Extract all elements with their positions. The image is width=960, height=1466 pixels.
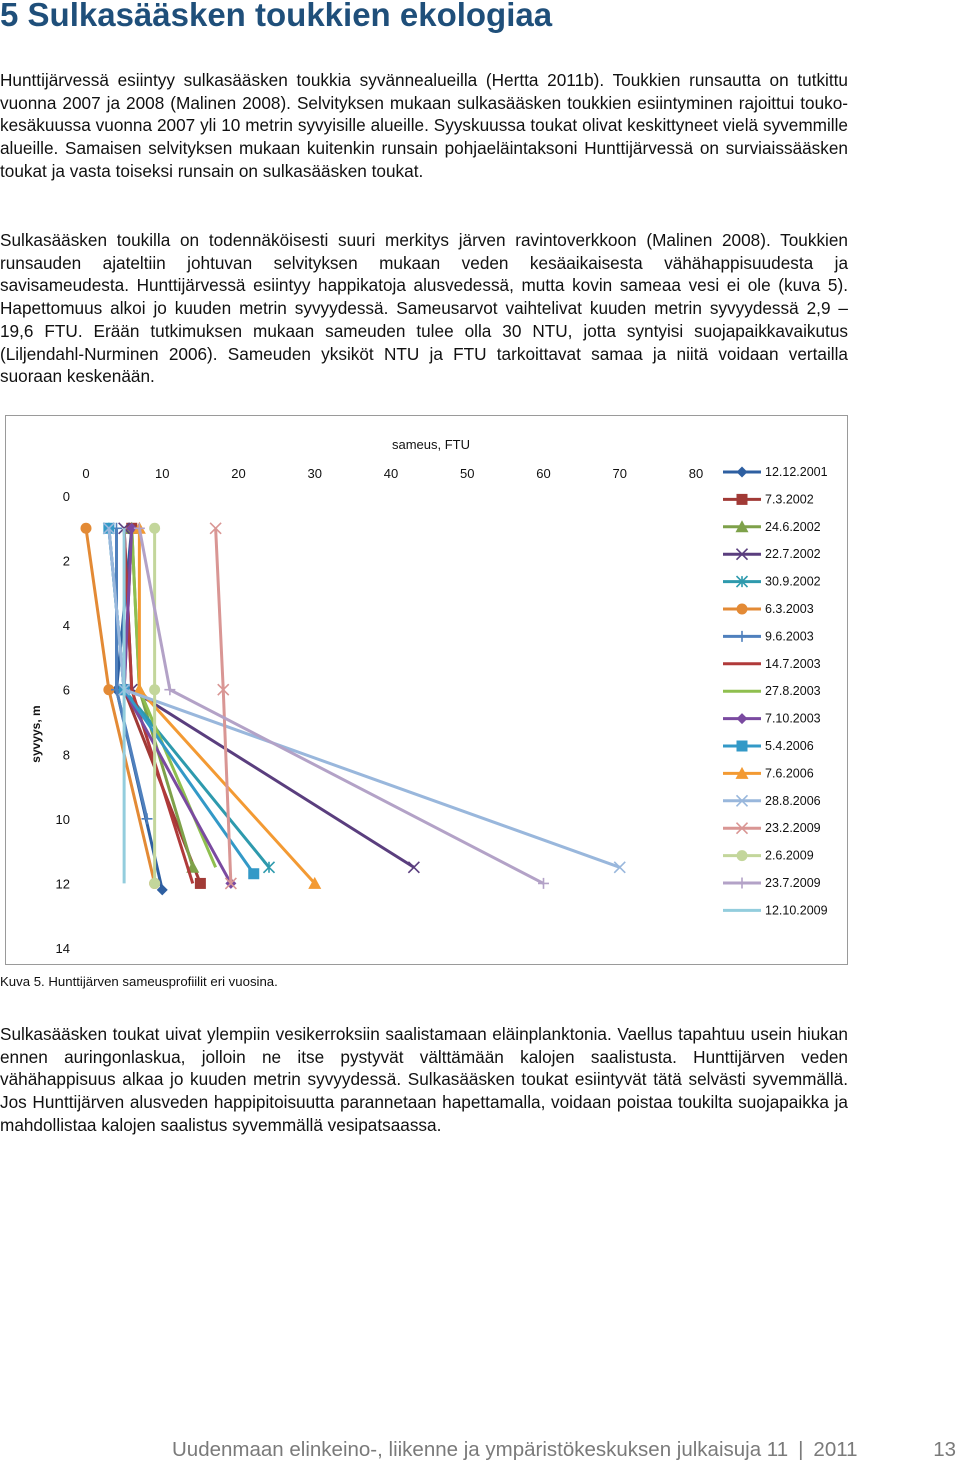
x-tick-label: 40 xyxy=(383,466,399,481)
section-heading: 5 Sulkasääsken toukkien ekologiaa xyxy=(0,0,553,33)
y-tick-label: 14 xyxy=(55,941,70,956)
x-tick-label: 60 xyxy=(536,466,551,481)
page-number: 13 xyxy=(933,1438,956,1461)
data-point xyxy=(149,523,160,534)
legend-marker xyxy=(737,850,748,861)
legend-marker xyxy=(737,494,748,505)
legend-marker xyxy=(737,467,748,478)
data-point xyxy=(142,813,153,824)
legend-label: 23.2.2009 xyxy=(765,821,821,836)
y-tick-label: 8 xyxy=(62,747,70,763)
chart-canvas xyxy=(6,416,847,964)
data-point xyxy=(408,862,419,873)
data-point xyxy=(164,684,175,695)
y-tick-label: 4 xyxy=(62,618,70,634)
data-point xyxy=(264,862,275,873)
legend-label: 7.3.2002 xyxy=(765,492,814,507)
chart-title: sameus, FTU xyxy=(391,437,471,452)
x-tick-label: 0 xyxy=(82,466,90,481)
footer xyxy=(172,1438,858,1462)
y-tick-label: 6 xyxy=(62,682,70,698)
figure-caption: Kuva 5. Hunttijärven sameusprofiilit eri vuosina. xyxy=(0,974,278,989)
legend-marker xyxy=(737,878,748,889)
legend-label: 22.7.2002 xyxy=(765,547,821,562)
data-point xyxy=(81,523,92,534)
legend-label: 7.10.2003 xyxy=(765,711,821,726)
y-tick-label: 2 xyxy=(62,553,70,569)
legend-label: 9.6.2003 xyxy=(765,629,814,644)
x-tick-label: 30 xyxy=(307,466,322,481)
y-tick-label: 12 xyxy=(55,876,70,892)
turbidity-chart xyxy=(5,415,848,965)
legend-label: 28.8.2006 xyxy=(765,793,821,808)
x-tick-label: 50 xyxy=(460,466,475,481)
data-point xyxy=(195,878,206,889)
legend-label: 6.3.2003 xyxy=(765,602,814,616)
legend-label: 24.6.2002 xyxy=(765,519,821,534)
paragraph-food-web: Sulkasääsken toukilla on todennäköisesti suuri merkitys järven ravintoverkkoon (Malinen 2008). Toukkien runsauden ajateltiin johtuvan selvityksen mukaan veden kesäaikaisesta vähähappisuudesta ja savisameudesta. Hunttijärvessä esiintyy happikatoja alusvedessä, mutta kovin sameaa vesi ei ole (kuva 5). Hapettomuus alkoi jo kuuden metrin syvyydessä. Sameusarvot vaihtelivat kuuden metrin syvyydessä 2,9 – 19,6 FTU. Erään tutkimuksen mukaan sameuden tulee olla 30 NTU, jotta syntyisi suojapaikkavaikutus (Liljendahl-Nurminen 2006). Sameuden yksiköt NTU ja FTU tarkoittavat samaa ja niitä voidaan vertailla suoraan keskenään. xyxy=(0,230,848,387)
legend-marker xyxy=(737,741,748,752)
paragraph-intro: Hunttijärvessä esiintyy sulkasääsken toukkia syvännealueilla (Hertta 2011b). Toukkien runsautta on tutkittu vuonna 2007 ja 2008 (Malinen 2008). Selvityksen mukaan sulkasääsken toukkien esiintyminen rajoittui touko-kesäkuussa vuonna 2007 yli 10 metrin syvyisille alueille. Syyskuussa toukat olivat keskittyneet vielä syvemmille alueille. Samaisen selvityksen mukaan kuitenkin runsain pohjaeläintaksoni Hunttijärvessä on surviaissääsken toukat ja vasta toiseksi runsain on sulkasääsken toukat. xyxy=(0,70,848,181)
legend-label: 27.8.2003 xyxy=(765,684,821,699)
legend-label: 7.6.2006 xyxy=(765,766,814,781)
footer-year: 2011 xyxy=(813,1438,858,1461)
data-point xyxy=(248,868,259,879)
legend-label: 2.6.2009 xyxy=(765,848,814,863)
y-tick-label: 0 xyxy=(62,489,70,504)
paragraph-migration: Sulkasääsken toukat uivat ylempiin vesikerroksiin saalistamaan eläinplanktonia. Vaellus tapahtuu usein hiukan ennen auringonlaskua, jolloin ne itse pystyvät välttämään kalojen saalistusta. Hunttijärven veden vähähappisuus alkaa jo kuuden metrin syvyydessä. Sulkasääsken toukat esiintyvät tätä selvästi syvemmällä. Jos Hunttijärven alusveden happipitoisuutta parannetaan hapettamalla, voidaan poistaa toukilta suojapaikka ja mahdollistaa kalojen saalistus syvemmällä vesipatsaassa. xyxy=(0,1024,848,1135)
x-tick-label: 20 xyxy=(231,466,246,481)
series-line xyxy=(124,528,414,867)
y-axis-label: syvyys, m xyxy=(29,705,43,763)
y-tick-label: 10 xyxy=(55,811,70,827)
footer-separator: | xyxy=(798,1438,804,1461)
x-tick-label: 80 xyxy=(688,466,704,481)
footer-publication: Uudenmaan elinkeino-, liikenne ja ympäristökeskuksen julkaisuja 11 xyxy=(172,1438,789,1461)
legend-label: 30.9.2002 xyxy=(765,574,821,589)
legend-label: 12.12.2001 xyxy=(765,465,828,479)
x-tick-label: 10 xyxy=(155,466,170,481)
legend-label: 14.7.2003 xyxy=(765,656,821,671)
data-point xyxy=(538,878,549,889)
legend-marker xyxy=(737,631,748,642)
legend-label: 5.4.2006 xyxy=(765,739,814,753)
legend-marker xyxy=(737,604,748,615)
legend-label: 23.7.2009 xyxy=(765,876,821,890)
data-point xyxy=(149,684,160,695)
legend-label: 12.10.2009 xyxy=(765,903,828,918)
legend-marker xyxy=(737,713,748,724)
x-tick-label: 70 xyxy=(612,466,627,481)
data-point xyxy=(149,878,160,889)
